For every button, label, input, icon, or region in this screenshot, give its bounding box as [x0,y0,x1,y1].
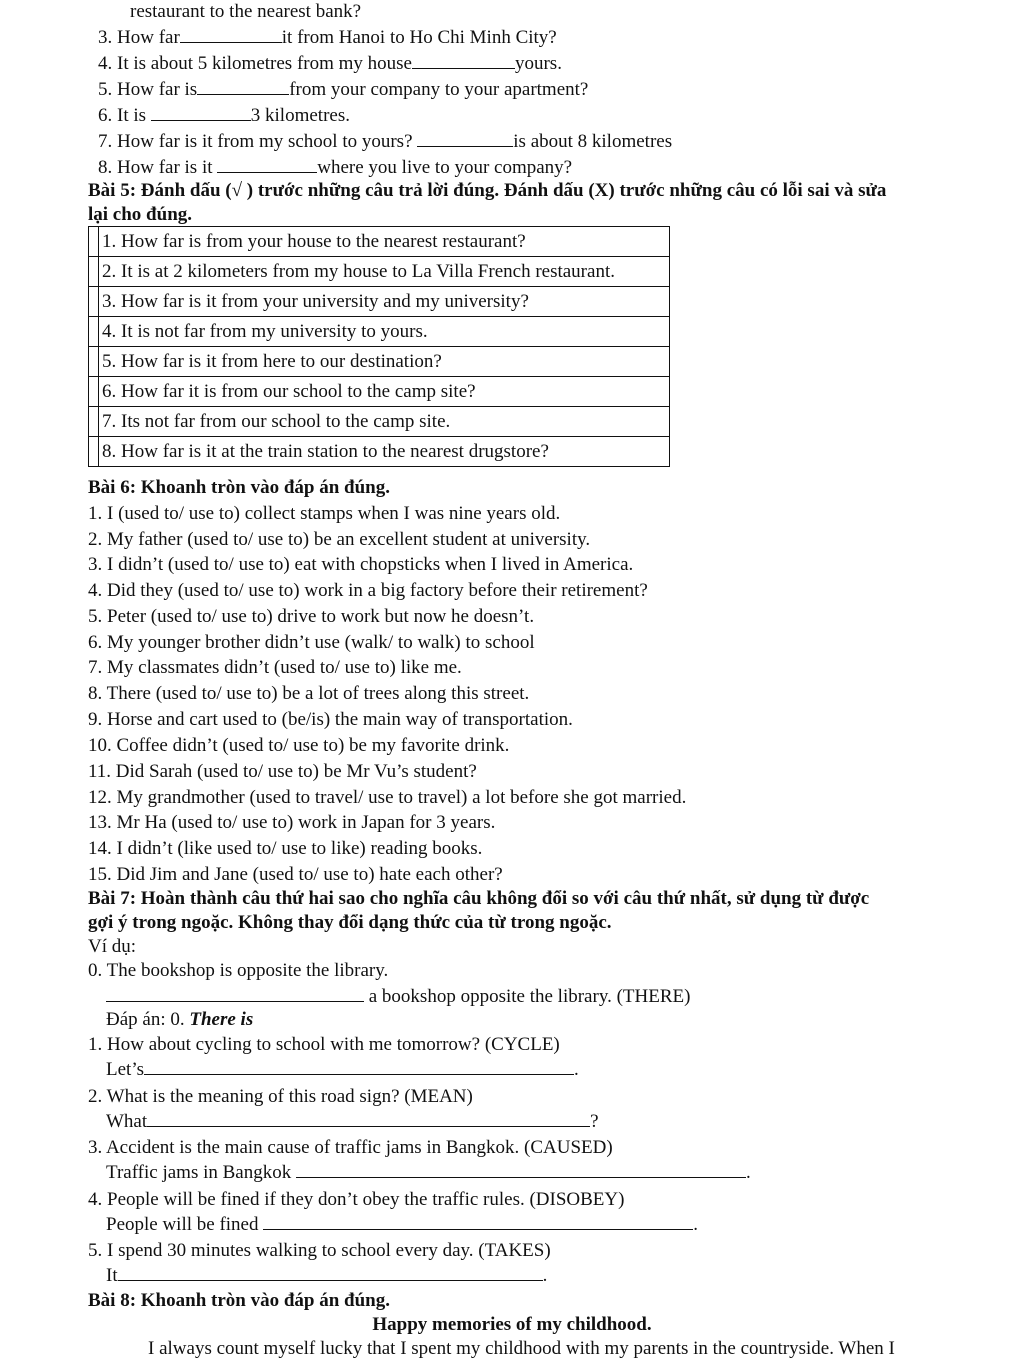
answer-label: Đáp án: 0. [106,1009,185,1030]
ex7-title-2: gợi ý trong ngoặc. Không thay đổi dạng thức của từ trong ngoặc. [88,912,612,933]
ex6-item: 4. Did they (used to/ use to) work in a big factory before their retirement? [88,580,648,601]
q6-post: 3 kilometres. [250,105,350,126]
ex4-q7 [98,129,672,154]
a3-blank[interactable] [296,1160,746,1178]
row-text: 3. How far is it from your university and my university? [99,287,670,317]
ex6-item: 5. Peter (used to/ use to) drive to work but now he doesn’t. [88,606,535,627]
passage-line-1: I always count myself lucky that I spent my childhood with my parents in the countryside. When I [148,1338,895,1359]
row-text: 7. Its not far from our school to the camp site. [99,407,670,437]
ex6-item: 8. There (used to/ use to) be a lot of trees along this street. [88,683,530,704]
ex8-title: Bài 8: Khoanh tròn vào đáp án đúng. [88,1290,390,1311]
ex6-item: 9. Horse and cart used to (be/is) the main way of transportation. [88,709,573,730]
ex6-item: 10. Coffee didn’t (used to/ use to) be my favorite drink. [88,735,510,756]
passage-title: Happy memories of my childhood. [372,1314,652,1335]
a3-end: . [746,1162,751,1183]
row-text: 4. It is not far from my university to yours. [99,317,670,347]
q4-post: yours. [514,53,562,74]
ex4-q3 [98,25,557,50]
check-cell[interactable] [89,347,99,377]
check-cell[interactable] [89,377,99,407]
a5-blank[interactable] [118,1263,543,1281]
ex6-item: 14. I didn’t (like used to/ use to like) reading books. [88,838,483,859]
ex7-a3 [106,1160,751,1185]
ex7-q3: 3. Accident is the main cause of traffic jams in Bangkok. (CAUSED) [88,1137,613,1158]
ex7-q1: 1. How about cycling to school with me tomorrow? (CYCLE) [88,1034,560,1055]
table-row [89,377,670,407]
ex6-title: Bài 6: Khoanh tròn vào đáp án đúng. [88,477,390,498]
check-cell[interactable] [89,317,99,347]
q8-pre: 8. How far is it [98,157,213,178]
a2-start: What [106,1111,148,1132]
ex6-item: 15. Did Jim and Jane (used to/ use to) hate each other? [88,864,503,885]
ex7-q4: 4. People will be fined if they don’t obey the traffic rules. (DISOBEY) [88,1189,625,1210]
ex6-item: 12. My grandmother (used to travel/ use to travel) a lot before she got married. [88,787,687,808]
q3-blank[interactable] [180,25,282,43]
ex7-example-label: Ví dụ: [88,936,137,957]
a1-blank[interactable] [144,1057,574,1075]
a1-start: Let’s [106,1059,144,1080]
row-text: 5. How far is it from here to our destination? [99,347,670,377]
ex7-title-1: Bài 7: Hoàn thành câu thứ hai sao cho nghĩa câu không đổi so với câu thứ nhất, sử dụng từ được [88,888,870,909]
check-cell[interactable] [89,437,99,467]
a4-end: . [693,1214,698,1235]
a2-blank[interactable] [147,1109,590,1127]
table-row [89,437,670,467]
table-row [89,227,670,257]
a3-start: Traffic jams in Bangkok [106,1162,292,1183]
ex4-q5 [98,77,588,102]
ex7-a1 [106,1057,579,1082]
check-cell[interactable] [89,257,99,287]
a5-end: . [542,1265,548,1286]
a1-end: . [574,1059,579,1080]
ex7-example-a [106,984,690,1009]
table-row [89,317,670,347]
q5-blank[interactable] [197,77,289,95]
ex5-title-1: Bài 5: Đánh dấu (√ ) trước những câu trả lời đúng. Đánh dấu (X) trước những câu có lỗi sai và sửa [88,180,887,201]
ex4-q8 [98,155,572,180]
ex7-q5: 5. I spend 30 minutes walking to school every day. (TAKES) [88,1240,551,1261]
q7-blank[interactable] [417,129,513,147]
ex4-q6 [98,103,350,128]
row-text: 8. How far is it at the train station to the nearest drugstore? [99,437,670,467]
ex6-item: 13. Mr Ha (used to/ use to) work in Japan for 3 years. [88,812,496,833]
check-cell[interactable] [89,227,99,257]
q8-blank[interactable] [217,155,317,173]
ex7-a2 [106,1109,599,1134]
ex6-item: 1. I (used to/ use to) collect stamps when I was nine years old. [88,503,561,524]
ex6-item: 7. My classmates didn’t (used to/ use to) like me. [88,657,462,678]
table-row [89,257,670,287]
table-row [89,287,670,317]
a4-start: People will be fined [106,1214,259,1235]
a2-end: ? [590,1111,599,1132]
answer-value: There is [189,1009,254,1030]
a4-blank[interactable] [263,1212,693,1230]
table-row [89,347,670,377]
ex6-item: 6. My younger brother didn’t use (walk/ to walk) to school [88,632,535,653]
table-row [89,407,670,437]
check-cell[interactable] [89,407,99,437]
q8-post: where you live to your company? [317,157,573,178]
ex7-a4 [106,1212,698,1237]
q7-pre: 7. How far is it from my school to yours? [98,131,413,152]
row-text: 6. How far it is from our school to the camp site? [99,377,670,407]
a5-start: It [106,1265,118,1286]
ex6-item: 11. Did Sarah (used to/ use to) be Mr Vu’s student? [88,761,477,782]
q6-pre: 6. It is [98,105,147,126]
example-a-post: a bookshop opposite the library. (THERE) [368,986,691,1007]
q5-pre: 5. How far is [98,79,198,100]
ex7-example-q: 0. The bookshop is opposite the library. [88,960,389,981]
q6-blank[interactable] [151,103,251,121]
q4-blank[interactable] [412,51,515,69]
example-blank [106,984,364,1002]
q3-pre: 3. How far [98,27,180,48]
q7-post: is about 8 kilometres [513,131,673,152]
ex6-item: 3. I didn’t (used to/ use to) eat with chopsticks when I lived in America. [88,554,634,575]
ex7-a5 [106,1263,547,1288]
ex7-q2: 2. What is the meaning of this road sign? (MEAN) [88,1086,473,1107]
row-text: 2. It is at 2 kilometers from my house to La Villa French restaurant. [99,257,670,287]
ex6-item: 2. My father (used to/ use to) be an excellent student at university. [88,529,591,550]
ex5-table [88,226,670,467]
q4-pre: 4. It is about 5 kilometres from my house [98,53,412,74]
ex4-q4 [98,51,562,76]
ex7-answer [106,1008,253,1032]
ex4-line0: restaurant to the nearest bank? [130,1,362,22]
row-text: 1. How far is from your house to the nearest restaurant? [99,227,670,257]
check-cell[interactable] [89,287,99,317]
ex5-title-2: lại cho đúng. [88,204,193,225]
q5-post: from your company to your apartment? [289,79,589,100]
q3-post: it from Hanoi to Ho Chi Minh City? [281,27,557,48]
